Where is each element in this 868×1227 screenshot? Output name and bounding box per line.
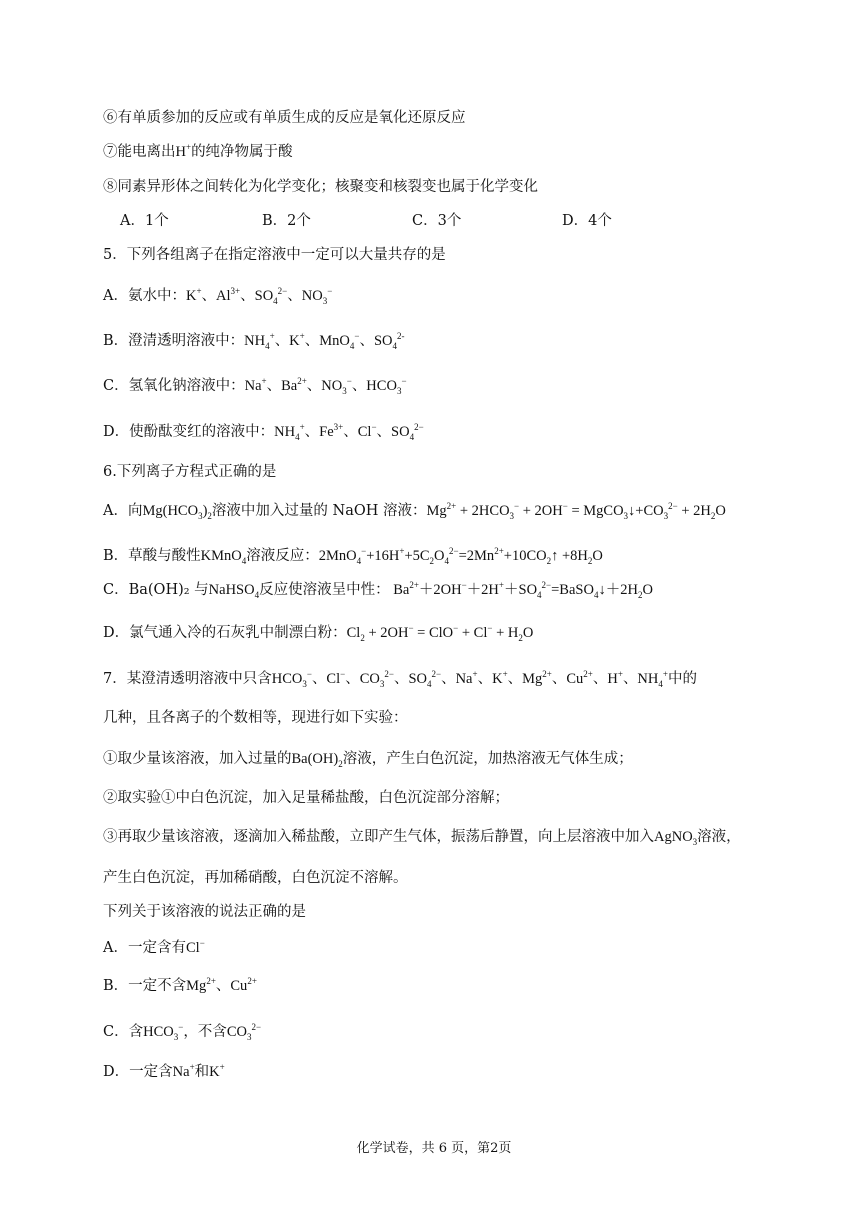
- q7-option-c[interactable]: C．含$HCO_3^-$，不含$CO_3^{2-}$: [103, 1022, 262, 1042]
- q7-option-a[interactable]: A．一定含有Cl−: [103, 938, 205, 956]
- question-7-prompt: 下列关于该溶液的说法正确的是: [103, 904, 306, 920]
- q5-option-a[interactable]: A．氨水中：K+、$Al^{3+}$、$SO_4^{2-}$、$NO_3^-$: [103, 286, 333, 306]
- q6-option-a[interactable]: A．向$Mg(HCO_3)_2$溶液中加入过量的 NaOH 溶液：$Mg^{2+} + 2HCO_3^- + 2OH^-$ = $MgCO_3↓+CO_3^{2-} + 2H_2O$: [103, 501, 726, 521]
- q5-option-c[interactable]: C．氢氧化钠溶液中：Na+、$Ba^{2+}$、$NO_3^-$、$HCO_3^-$: [103, 376, 407, 396]
- q7-option-b[interactable]: B．一定不含$Mg^{2+}$、$Cu^{2+}$: [103, 976, 257, 994]
- q4-option-a[interactable]: A．1个: [120, 213, 169, 229]
- q6-option-d[interactable]: D．氯气通入冷的石灰乳中制漂白粉：$Cl_2 + 2OH^- = ClO^- + Cl^- + H_2O$: [103, 623, 534, 643]
- q6-option-c[interactable]: C．Ba(OH)₂ 与NaHSO$_4$反应使溶液呈中性： $Ba^{2+}+2OH^-+2H^++SO_4^{2-}=BaSO_4↓+2H_2O$: [103, 580, 653, 600]
- page-footer: 化学试卷，共 6 页，第2页: [356, 1141, 512, 1156]
- q4-option-d[interactable]: D．4个: [562, 213, 612, 229]
- experiment-3: ③再取少量该溶液，逐滴加入稀盐酸，立即产生气体，振荡后静置，向上层溶液中加入AgNO$_3$溶液，: [103, 829, 741, 847]
- q6-option-b[interactable]: B．草酸与酸性KMnO$_4$溶液反应：$2MnO_4^-+16H^++5C_2O_4^{2-}=2Mn^{2+}+10CO_2↑ +8H_2O$: [103, 546, 603, 566]
- q4-option-b[interactable]: B．2个: [262, 213, 311, 229]
- q4-options: [120, 211, 612, 231]
- experiment-1: ①取少量该溶液，加入过量的$Ba(OH)_2$溶液，产生白色沉淀，加热溶液无气体生成；: [103, 751, 633, 769]
- q7-option-d[interactable]: D．一定含Na+和K+: [103, 1062, 225, 1080]
- question-5: 5．下列各组离子在指定溶液中一定可以大量共存的是: [103, 247, 446, 263]
- statement-6: ⑥有单质参加的反应或有单质生成的反应是氧化还原反应: [103, 110, 466, 126]
- statement-8: ⑧同素异形体之间转化为化学变化；核聚变和核裂变也属于化学变化: [103, 179, 538, 195]
- experiment-2: ②取实验①中白色沉淀，加入足量稀盐酸，白色沉淀部分溶解；: [103, 790, 509, 806]
- question-7-cont: 几种，且各离子的个数相等，现进行如下实验：: [103, 710, 408, 726]
- q5-option-d[interactable]: D．使酚酞变红的溶液中：$NH_4^+$、$Fe^{3+}$、Cl−、$SO_4^{2-}$: [103, 422, 424, 442]
- question-6: 6.下列离子方程式正确的是: [103, 464, 277, 480]
- experiment-3-cont: 产生白色沉淀，再加稀硝酸，白色沉淀不溶解。: [103, 870, 408, 886]
- q4-option-c[interactable]: C．3个: [412, 213, 462, 229]
- q5-option-b[interactable]: B．澄清透明溶液中：$NH_4^+$、K+、MnO$_4$−、$SO_4^{2-}$: [103, 331, 405, 351]
- statement-7: ⑦能电离出H+的纯净物属于酸: [103, 142, 293, 160]
- question-7: 7．某澄清透明溶液中只含$HCO_3^-$、Cl−、$CO_3^{2-}$、$SO_4^{2-}$、Na+、K+、$Mg^{2+}$、$Cu^{2+}$、H+、$NH_4^+$中的: [103, 669, 697, 689]
